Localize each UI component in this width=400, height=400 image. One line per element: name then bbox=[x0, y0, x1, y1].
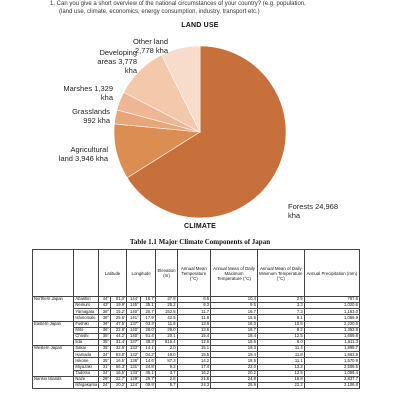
mean-temp-cell: 24.3 bbox=[177, 382, 211, 388]
lat-min-cell: 44.2' bbox=[111, 333, 127, 339]
precip-cell: 1,659.8 bbox=[304, 333, 359, 339]
pie-label-marshes bbox=[63, 84, 113, 102]
header-elevation: Elevation (m) bbox=[156, 250, 177, 297]
question-line-1: 1. Can you give a short overview of the national circumstances of your country? (e.g. population, bbox=[50, 1, 306, 7]
max-temp-cell: 18.0 bbox=[211, 321, 258, 327]
pie-label-line: Agricultural bbox=[70, 145, 108, 154]
climate-table-title: Table 1.1 Major Climate Components of Japan bbox=[129, 238, 271, 246]
pie-label-line: Forests 24,968 bbox=[288, 202, 339, 211]
pie-label-line: Grasslands bbox=[72, 107, 110, 116]
min-temp-cell: 12.5 bbox=[257, 333, 304, 339]
elevation-cell: 25.2 bbox=[156, 303, 177, 309]
max-temp-cell: 16.7 bbox=[211, 309, 258, 315]
header-longitude: Longitude bbox=[126, 250, 156, 297]
pie-label-line: kha bbox=[124, 66, 137, 75]
lat-min-cell: 22.7' bbox=[111, 376, 127, 382]
climate-title: CLIMATE bbox=[184, 223, 216, 230]
lat-min-cell: 32.6' bbox=[111, 346, 127, 352]
lat-deg-cell: 35° bbox=[99, 358, 111, 364]
lon-deg-cell: 140° bbox=[126, 333, 140, 339]
lon-min-cell: 45.1' bbox=[140, 370, 156, 376]
min-temp-cell: 11.4 bbox=[257, 346, 304, 352]
lat-deg-cell: 34° bbox=[99, 352, 111, 358]
lat-min-cell: 31.4' bbox=[111, 339, 127, 345]
max-temp-cell: 10.4 bbox=[211, 297, 258, 303]
pie-label-line: kha bbox=[100, 93, 113, 102]
mean-temp-cell: 15.1 bbox=[177, 346, 211, 352]
lon-deg-cell: 133° bbox=[126, 370, 140, 376]
lon-deg-cell: 131° bbox=[126, 364, 140, 370]
pie-label-line: kha bbox=[288, 211, 301, 220]
max-temp-cell: 18.4 bbox=[211, 333, 258, 339]
precip-cell: 1,066.9 bbox=[304, 315, 359, 321]
lat-min-cell: 15.2' bbox=[111, 309, 127, 315]
lon-deg-cell: 137° bbox=[126, 339, 140, 345]
precip-cell: 1,020.6 bbox=[304, 303, 359, 309]
station-cell: Nemuro bbox=[74, 303, 99, 309]
station-cell: Mito bbox=[74, 327, 99, 333]
min-temp-cell: 3.3 bbox=[257, 303, 304, 309]
min-temp-cell: 2.5 bbox=[257, 297, 304, 303]
elevation-cell: 2.0 bbox=[156, 346, 177, 352]
lat-deg-cell: 38° bbox=[99, 315, 111, 321]
min-temp-cell: 9.2 bbox=[257, 327, 304, 333]
lat-deg-cell: 44° bbox=[99, 297, 111, 303]
lon-min-cell: 20.7' bbox=[140, 309, 156, 315]
precip-cell: 1,895.7 bbox=[304, 346, 359, 352]
precip-cell: 2,220.5 bbox=[304, 321, 359, 327]
pie-label-agricultural-land bbox=[59, 145, 109, 163]
lon-min-cell: 04.2' bbox=[140, 352, 156, 358]
header-latitude: Latitude bbox=[99, 250, 127, 297]
precip-cell: 2,508.5 bbox=[304, 364, 359, 370]
elevation-cell: 20.1 bbox=[156, 333, 177, 339]
lon-min-cell: 14.6' bbox=[140, 358, 156, 364]
lon-deg-cell: 140° bbox=[126, 327, 140, 333]
precip-cell: 1,353.8 bbox=[304, 327, 359, 333]
pie-label-forests bbox=[288, 202, 338, 220]
station-cell: Tadotsu bbox=[74, 370, 99, 376]
station-cell: Miyazaki bbox=[74, 364, 99, 370]
max-temp-cell: 26.9 bbox=[211, 382, 258, 388]
max-temp-cell: 19.4 bbox=[211, 352, 258, 358]
pie-label-line: Other land bbox=[132, 37, 168, 46]
precip-cell: 1,611.3 bbox=[304, 339, 359, 345]
mean-temp-cell: 12.6 bbox=[177, 339, 211, 345]
header-mean-temp: Annual Mean Temperature (°C) bbox=[177, 250, 211, 297]
precip-cell: 2,837.7 bbox=[304, 376, 359, 382]
lon-deg-cell: 136° bbox=[126, 358, 140, 364]
header-max-temp: Annual Mean of Daily Maximum Temperature (°C) bbox=[211, 250, 258, 297]
station-cell: Hikone bbox=[74, 358, 99, 364]
region-cell: Northern Japan bbox=[33, 297, 74, 322]
lon-deg-cell: 132° bbox=[126, 352, 140, 358]
lat-min-cell: 22.8' bbox=[111, 327, 127, 333]
pie-label-line: areas 3,778 bbox=[97, 57, 137, 66]
pie-label-line: Marshes 1,329 bbox=[63, 84, 113, 93]
climate-table bbox=[32, 249, 360, 389]
lon-deg-cell: 145° bbox=[126, 303, 140, 309]
station-cell: Fushiki bbox=[74, 321, 99, 327]
lat-deg-cell: 35° bbox=[99, 333, 111, 339]
lon-min-cell: 17.9' bbox=[140, 315, 156, 321]
pie-label-other-land bbox=[133, 37, 169, 55]
lon-min-cell: 49.3' bbox=[140, 339, 156, 345]
pie-label-grasslands bbox=[72, 107, 111, 125]
station-cell: Abashiri bbox=[74, 297, 99, 303]
pie-label-line: 992 kha bbox=[83, 116, 110, 125]
station-cell: Ishinomaki bbox=[74, 315, 99, 321]
min-temp-cell: 12.5 bbox=[257, 370, 304, 376]
table-row bbox=[33, 382, 360, 388]
lon-min-cell: 28.0' bbox=[140, 327, 156, 333]
precip-cell: 1,570.9 bbox=[304, 358, 359, 364]
lat-min-cell: 19.9' bbox=[111, 303, 127, 309]
mean-temp-cell: 21.6 bbox=[177, 376, 211, 382]
max-temp-cell: 18.7 bbox=[211, 327, 258, 333]
elevation-cell: 2.8 bbox=[156, 376, 177, 382]
min-temp-cell: 13.2 bbox=[257, 364, 304, 370]
elevation-cell: 516.4 bbox=[156, 339, 177, 345]
max-temp-cell: 22.0 bbox=[211, 364, 258, 370]
station-cell: Hamada bbox=[74, 352, 99, 358]
header-station bbox=[74, 250, 99, 297]
max-temp-cell: 24.8 bbox=[211, 376, 258, 382]
header-region bbox=[33, 250, 74, 297]
lon-min-cell: 09.9' bbox=[140, 382, 156, 388]
min-temp-cell: 11.1 bbox=[257, 358, 304, 364]
elevation-cell: 5.7 bbox=[156, 382, 177, 388]
lat-deg-cell: 35° bbox=[99, 346, 111, 352]
pie-label-developing-areas bbox=[97, 48, 137, 75]
mean-temp-cell: 15.5 bbox=[177, 352, 211, 358]
lat-min-cell: 53.8' bbox=[111, 352, 127, 358]
station-cell: Yamagata bbox=[74, 309, 99, 315]
elevation-cell: 19.0 bbox=[156, 352, 177, 358]
mean-temp-cell: 13.6 bbox=[177, 327, 211, 333]
lat-min-cell: 47.5' bbox=[111, 321, 127, 327]
lon-min-cell: 03.3' bbox=[140, 321, 156, 327]
mean-temp-cell: 6.3 bbox=[177, 303, 211, 309]
mean-temp-cell: 16.2 bbox=[177, 370, 211, 376]
lon-deg-cell: 141° bbox=[126, 315, 140, 321]
lat-deg-cell: 38° bbox=[99, 309, 111, 315]
lat-min-cell: 16.5' bbox=[111, 370, 127, 376]
min-temp-cell: 8.1 bbox=[257, 315, 304, 321]
min-temp-cell: 11.8 bbox=[257, 352, 304, 358]
lon-min-cell: 35.1' bbox=[140, 303, 156, 309]
mean-temp-cell: 11.6 bbox=[177, 315, 211, 321]
lat-deg-cell: 36° bbox=[99, 321, 111, 327]
elevation-cell: 152.5 bbox=[156, 309, 177, 315]
max-temp-cell: 9.5 bbox=[211, 303, 258, 309]
precip-cell: 787.6 bbox=[304, 297, 359, 303]
lat-min-cell: 16.5' bbox=[111, 358, 127, 364]
max-temp-cell: 18.5 bbox=[211, 358, 258, 364]
elevation-cell: 87.3 bbox=[156, 358, 177, 364]
lat-min-cell: 20.2' bbox=[111, 382, 127, 388]
pie-label-line: land 3,946 kha bbox=[58, 154, 108, 163]
region-cell: Nansei Islands bbox=[33, 376, 74, 388]
station-cell: Naze bbox=[74, 376, 99, 382]
lon-min-cell: 24.8' bbox=[140, 364, 156, 370]
region-cell: Western Japan bbox=[33, 346, 74, 377]
pie-label-line: Developing bbox=[99, 48, 137, 57]
mean-temp-cell: 11.7 bbox=[177, 309, 211, 315]
elevation-cell: 37.8 bbox=[156, 297, 177, 303]
min-temp-cell: 22.2 bbox=[257, 382, 304, 388]
climate-table-body bbox=[33, 297, 360, 389]
min-temp-cell: 18.8 bbox=[257, 376, 304, 382]
elevation-cell: 29.0 bbox=[156, 327, 177, 333]
lat-deg-cell: 28° bbox=[99, 376, 111, 382]
station-cell: Iida bbox=[74, 339, 99, 345]
lat-deg-cell: 31° bbox=[99, 364, 111, 370]
lat-deg-cell: 34° bbox=[99, 370, 111, 376]
min-temp-cell: 10.5 bbox=[257, 321, 304, 327]
lon-deg-cell: 129° bbox=[126, 376, 140, 382]
region-cell: Eastern Japan bbox=[33, 321, 74, 346]
elevation-cell: 42.5 bbox=[156, 315, 177, 321]
station-cell: Choshi bbox=[74, 333, 99, 339]
lat-deg-cell: 43° bbox=[99, 303, 111, 309]
mean-temp-cell: 14.2 bbox=[177, 358, 211, 364]
lon-min-cell: 29.7' bbox=[140, 376, 156, 382]
lat-deg-cell: 24° bbox=[99, 382, 111, 388]
climate-header-row bbox=[33, 250, 360, 297]
lon-deg-cell: 140° bbox=[126, 309, 140, 315]
header-precip: Annual Precipitation (mm) bbox=[304, 250, 359, 297]
max-temp-cell: 18.6 bbox=[211, 339, 258, 345]
lat-deg-cell: 36° bbox=[99, 327, 111, 333]
max-temp-cell: 20.2 bbox=[211, 370, 258, 376]
lat-min-cell: 01.0' bbox=[111, 297, 127, 303]
pie-label-line: 2,778 kha bbox=[135, 46, 168, 55]
mean-temp-cell: 6.5 bbox=[177, 297, 211, 303]
station-cell: Ishigakijima bbox=[75, 382, 98, 388]
lon-deg-cell: 133° bbox=[126, 346, 140, 352]
lat-deg-cell: 35° bbox=[99, 339, 111, 345]
min-temp-cell: 7.3 bbox=[257, 309, 304, 315]
header-min-temp: Annual Mean of Daily Minimum Temperature (°C) bbox=[257, 250, 304, 297]
max-temp-cell: 15.5 bbox=[211, 315, 258, 321]
lat-min-cell: 56.3' bbox=[111, 364, 127, 370]
mean-temp-cell: 15.4 bbox=[177, 333, 211, 339]
min-temp-cell: 8.0 bbox=[257, 339, 304, 345]
lon-deg-cell: 124° bbox=[126, 382, 140, 388]
lat-min-cell: 25.6' bbox=[111, 315, 127, 321]
mean-temp-cell: 13.9 bbox=[177, 321, 211, 327]
precip-cell: 1,066.4 bbox=[304, 370, 359, 376]
precip-cell: 1,163.0 bbox=[304, 309, 359, 315]
mean-temp-cell: 17.4 bbox=[177, 364, 211, 370]
station-cell: Sakai bbox=[74, 346, 99, 352]
land-use-title: LAND USE bbox=[181, 22, 219, 29]
lon-min-cell: 14.1' bbox=[140, 346, 156, 352]
question-line-2: (land use, climate, economics, energy consumption, industry, transport etc.) bbox=[59, 9, 260, 15]
lon-min-cell: 16.7' bbox=[140, 297, 156, 303]
precip-cell: 2,106.8 bbox=[304, 382, 359, 388]
elevation-cell: 11.6 bbox=[156, 321, 177, 327]
lon-deg-cell: 137° bbox=[126, 321, 140, 327]
max-temp-cell: 19.3 bbox=[211, 346, 258, 352]
lon-min-cell: 51.4' bbox=[140, 333, 156, 339]
lon-deg-cell: 144° bbox=[126, 297, 140, 303]
precip-cell: 1,663.8 bbox=[304, 352, 359, 358]
elevation-cell: 9.2 bbox=[156, 364, 177, 370]
elevation-cell: 3.7 bbox=[156, 370, 177, 376]
